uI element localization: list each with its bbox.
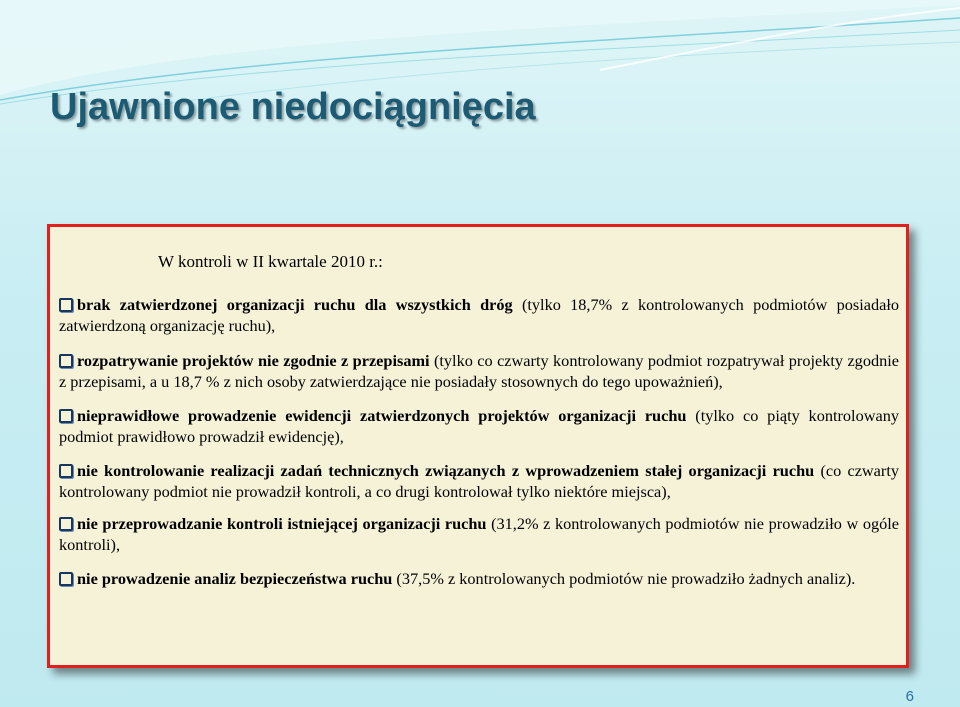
findings-list <box>59 295 899 590</box>
list-item <box>59 569 899 590</box>
page-number: 6 <box>905 688 914 705</box>
list-item <box>59 351 899 392</box>
checkbox-square-icon <box>59 464 73 478</box>
list-item <box>59 406 899 447</box>
list-item <box>59 514 899 555</box>
intro-text: W kontroli w II kwartale 2010 r.: <box>158 252 383 271</box>
item-text: (37,5% z kontrolowanych podmiotów nie prowadziło żadnych analiz). <box>392 569 856 588</box>
item-bold-text: rozpatrywanie projektów nie zgodnie z przepisami <box>77 351 430 370</box>
checkbox-square-icon <box>59 517 73 531</box>
item-bold-text: nie przeprowadzanie kontroli istniejącej organizacji ruchu <box>77 514 487 533</box>
list-item <box>59 461 899 502</box>
item-text: (co czwarty kontrolowany podmiot nie prowadził kontroli, a co drugi kontrolował tylko niektóre miejsca), <box>59 461 899 501</box>
checkbox-square-icon <box>59 298 73 312</box>
list-item <box>59 295 899 336</box>
item-bold-text: nie prowadzenie analiz bezpieczeństwa ruchu <box>77 569 393 588</box>
item-bold-text: brak zatwierdzonej organizacji ruchu dla wszystkich dróg <box>77 295 513 314</box>
checkbox-square-icon <box>59 354 73 368</box>
item-text: (31,2% z kontrolowanych podmiotów nie prowadziło w ogóle kontroli), <box>59 514 899 554</box>
item-text: (tylko co czwarty kontrolowany podmiot rozpatrywał projekty zgodnie z przepisami, a u 18,7 % z nich osoby zatwierdzające nie posiadały stosownych do tego upoważnień), <box>59 351 899 391</box>
content-box <box>47 224 909 668</box>
item-text: (tylko co piąty kontrolowany podmiot prawidłowo prowadził ewidencję), <box>59 406 899 446</box>
item-bold-text: nie kontrolowanie realizacji zadań technicznych związanych z wprowadzeniem stałej organizacji ruchu <box>77 461 815 480</box>
checkbox-square-icon <box>59 572 73 586</box>
checkbox-square-icon <box>59 409 73 423</box>
slide-title: Ujawnione niedociągnięcia <box>50 86 536 128</box>
item-bold-text: nieprawidłowe prowadzenie ewidencji zatwierdzonych projektów organizacji ruchu <box>77 406 687 425</box>
item-text: (tylko 18,7% z kontrolowanych podmiotów posiadało zatwierdzoną organizację ruchu), <box>59 295 899 335</box>
